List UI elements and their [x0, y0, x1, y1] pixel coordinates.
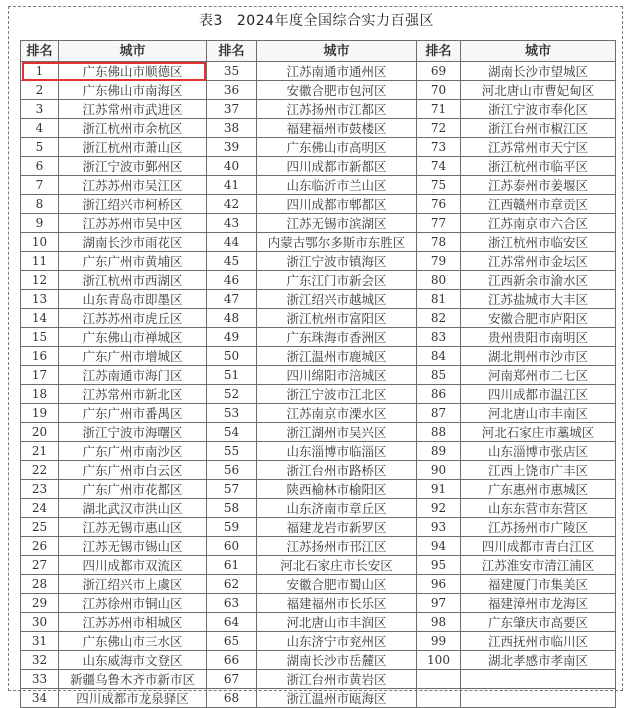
table-row: [21, 499, 616, 518]
table-row: [21, 575, 616, 594]
rank-cell: 100: [417, 651, 461, 670]
table-row: [21, 461, 616, 480]
district-cell: 浙江宁波市江北区: [257, 385, 417, 404]
rank-cell: 57: [207, 480, 257, 499]
rank-cell: 30: [21, 613, 59, 632]
rank-cell: 53: [207, 404, 257, 423]
district-cell: 浙江宁波市奉化区: [461, 100, 616, 119]
table-row: [21, 100, 616, 119]
district-cell: 广东广州市黄埔区: [59, 252, 207, 271]
rank-cell: 39: [207, 138, 257, 157]
rank-cell: 35: [207, 62, 257, 81]
rank-cell: 92: [417, 499, 461, 518]
table-row: [21, 442, 616, 461]
table-caption: [0, 10, 633, 30]
table-row: [21, 670, 616, 689]
rank-cell: 87: [417, 404, 461, 423]
district-cell: 湖南长沙市岳麓区: [257, 651, 417, 670]
rank-cell: 8: [21, 195, 59, 214]
district-cell: 新疆乌鲁木齐市新市区: [59, 670, 207, 689]
header-city: 城市: [257, 41, 417, 62]
rank-cell: 50: [207, 347, 257, 366]
district-cell: 江苏南京市六合区: [461, 214, 616, 233]
rank-cell: 99: [417, 632, 461, 651]
district-cell: 广东广州市花都区: [59, 480, 207, 499]
district-cell: 江西新余市渝水区: [461, 271, 616, 290]
district-cell: 广东佛山市南海区: [59, 81, 207, 100]
district-cell: 浙江台州市黄岩区: [257, 670, 417, 689]
rank-cell: 49: [207, 328, 257, 347]
rank-cell: 43: [207, 214, 257, 233]
district-cell: 浙江宁波市镇海区: [257, 252, 417, 271]
district-cell: 湖北荆州市沙市区: [461, 347, 616, 366]
district-cell: 浙江温州市瓯海区: [257, 689, 417, 708]
district-cell: 福建福州市长乐区: [257, 594, 417, 613]
rank-cell: 2: [21, 81, 59, 100]
district-cell: 浙江湖州市吴兴区: [257, 423, 417, 442]
district-cell: 广东佛山市禅城区: [59, 328, 207, 347]
rank-cell: 12: [21, 271, 59, 290]
district-cell: 浙江台州市椒江区: [461, 119, 616, 138]
table-row: [21, 214, 616, 233]
rank-cell: 71: [417, 100, 461, 119]
district-cell: 江苏南通市通州区: [257, 62, 417, 81]
table-row: [21, 632, 616, 651]
district-cell: 河北唐山市丰南区: [461, 404, 616, 423]
rank-cell: 96: [417, 575, 461, 594]
rank-cell: 27: [21, 556, 59, 575]
table-row: [21, 176, 616, 195]
rank-cell: 68: [207, 689, 257, 708]
table-row: [21, 271, 616, 290]
district-cell: 安徽合肥市庐阳区: [461, 309, 616, 328]
district-cell: 江苏无锡市锡山区: [59, 537, 207, 556]
rank-cell: 25: [21, 518, 59, 537]
table-row: [21, 423, 616, 442]
district-cell: 浙江杭州市临平区: [461, 157, 616, 176]
table-row: [21, 594, 616, 613]
rank-cell: 32: [21, 651, 59, 670]
rank-cell: 67: [207, 670, 257, 689]
district-cell: 湖北孝感市孝南区: [461, 651, 616, 670]
rank-cell: 45: [207, 252, 257, 271]
district-cell: [461, 689, 616, 708]
district-cell: 河北石家庄市长安区: [257, 556, 417, 575]
table-row: [21, 537, 616, 556]
table-row: [21, 119, 616, 138]
district-cell: 浙江杭州市西湖区: [59, 271, 207, 290]
district-cell: 广东江门市新会区: [257, 271, 417, 290]
district-cell: 江苏无锡市滨湖区: [257, 214, 417, 233]
district-cell: 湖南长沙市雨花区: [59, 233, 207, 252]
district-cell: 河南郑州市二七区: [461, 366, 616, 385]
table-row: [21, 328, 616, 347]
table-row: [21, 252, 616, 271]
rank-cell: 23: [21, 480, 59, 499]
district-cell: 浙江宁波市海曙区: [59, 423, 207, 442]
district-cell: 河北唐山市丰润区: [257, 613, 417, 632]
district-cell: 广东广州市南沙区: [59, 442, 207, 461]
rank-cell: 6: [21, 157, 59, 176]
district-cell: 陕西榆林市榆阳区: [257, 480, 417, 499]
rank-cell: 10: [21, 233, 59, 252]
rank-cell: 86: [417, 385, 461, 404]
rank-cell: 55: [207, 442, 257, 461]
district-cell: 安徽合肥市蜀山区: [257, 575, 417, 594]
rank-cell: 24: [21, 499, 59, 518]
district-cell: 河北石家庄市藁城区: [461, 423, 616, 442]
rank-cell: 36: [207, 81, 257, 100]
rank-cell: 88: [417, 423, 461, 442]
district-cell: 福建漳州市龙海区: [461, 594, 616, 613]
district-cell: 江苏淮安市清江浦区: [461, 556, 616, 575]
rank-cell: 73: [417, 138, 461, 157]
rank-cell: 81: [417, 290, 461, 309]
rank-cell: 44: [207, 233, 257, 252]
rank-cell: 76: [417, 195, 461, 214]
district-cell: 江苏苏州市虎丘区: [59, 309, 207, 328]
table-row: [21, 62, 616, 81]
district-cell: 福建龙岩市新罗区: [257, 518, 417, 537]
rank-cell: 63: [207, 594, 257, 613]
rank-cell: 74: [417, 157, 461, 176]
district-cell: 江苏苏州市吴江区: [59, 176, 207, 195]
district-cell: 四川绵阳市涪城区: [257, 366, 417, 385]
rank-cell: 80: [417, 271, 461, 290]
district-cell: 山东淄博市张店区: [461, 442, 616, 461]
rank-cell: 82: [417, 309, 461, 328]
table-row: [21, 385, 616, 404]
rank-cell: 61: [207, 556, 257, 575]
rank-cell: 33: [21, 670, 59, 689]
table-row: [21, 689, 616, 708]
district-cell: 浙江绍兴市上虞区: [59, 575, 207, 594]
rank-cell: 69: [417, 62, 461, 81]
rank-cell: 51: [207, 366, 257, 385]
district-cell: 广东广州市番禺区: [59, 404, 207, 423]
district-cell: 广东肇庆市高要区: [461, 613, 616, 632]
table-row: [21, 309, 616, 328]
rank-cell: 72: [417, 119, 461, 138]
district-cell: 浙江杭州市富阳区: [257, 309, 417, 328]
district-cell: 安徽合肥市包河区: [257, 81, 417, 100]
district-cell: 广东珠海市香洲区: [257, 328, 417, 347]
district-cell: 江苏常州市新北区: [59, 385, 207, 404]
table-row: [21, 347, 616, 366]
rank-cell: [417, 670, 461, 689]
rank-cell: 98: [417, 613, 461, 632]
table-row: [21, 138, 616, 157]
rank-cell: 83: [417, 328, 461, 347]
rank-cell: 17: [21, 366, 59, 385]
district-cell: 浙江杭州市临安区: [461, 233, 616, 252]
table-header-row: [21, 41, 616, 62]
rank-cell: 78: [417, 233, 461, 252]
rank-cell: 22: [21, 461, 59, 480]
header-city: 城市: [59, 41, 207, 62]
district-cell: 贵州贵阳市南明区: [461, 328, 616, 347]
district-cell: 江西上饶市广丰区: [461, 461, 616, 480]
rank-cell: 40: [207, 157, 257, 176]
rank-cell: 48: [207, 309, 257, 328]
district-cell: 江苏扬州市邗江区: [257, 537, 417, 556]
rank-cell: 46: [207, 271, 257, 290]
rank-cell: 54: [207, 423, 257, 442]
rank-cell: 52: [207, 385, 257, 404]
rank-cell: 64: [207, 613, 257, 632]
district-cell: 浙江杭州市余杭区: [59, 119, 207, 138]
rank-cell: 95: [417, 556, 461, 575]
table-row: [21, 157, 616, 176]
district-cell: 江苏扬州市广陵区: [461, 518, 616, 537]
rank-cell: 47: [207, 290, 257, 309]
district-cell: 浙江绍兴市越城区: [257, 290, 417, 309]
rank-cell: 18: [21, 385, 59, 404]
rank-cell: 21: [21, 442, 59, 461]
district-cell: 广东佛山市高明区: [257, 138, 417, 157]
header-city: 城市: [461, 41, 616, 62]
rank-cell: 77: [417, 214, 461, 233]
district-cell: 江苏常州市武进区: [59, 100, 207, 119]
district-cell: 内蒙古鄂尔多斯市东胜区: [257, 233, 417, 252]
district-cell: 湖北武汉市洪山区: [59, 499, 207, 518]
header-rank: 排名: [417, 41, 461, 62]
header-rank: 排名: [207, 41, 257, 62]
district-cell: 山东威海市文登区: [59, 651, 207, 670]
district-cell: 山东东营市东营区: [461, 499, 616, 518]
district-cell: 福建厦门市集美区: [461, 575, 616, 594]
rank-cell: 56: [207, 461, 257, 480]
district-cell: 山东临沂市兰山区: [257, 176, 417, 195]
rank-cell: 62: [207, 575, 257, 594]
district-cell: 四川成都市郫都区: [257, 195, 417, 214]
rank-cell: 66: [207, 651, 257, 670]
district-cell: 江西赣州市章贡区: [461, 195, 616, 214]
district-cell: 浙江杭州市萧山区: [59, 138, 207, 157]
district-cell: 湖南长沙市望城区: [461, 62, 616, 81]
district-cell: 广东广州市白云区: [59, 461, 207, 480]
rank-cell: 75: [417, 176, 461, 195]
district-cell: 江苏泰州市姜堰区: [461, 176, 616, 195]
rank-cell: 70: [417, 81, 461, 100]
district-cell: 山东青岛市即墨区: [59, 290, 207, 309]
rank-cell: 37: [207, 100, 257, 119]
ranking-table: [20, 40, 616, 708]
district-cell: 浙江温州市鹿城区: [257, 347, 417, 366]
district-cell: 四川成都市温江区: [461, 385, 616, 404]
table-row: [21, 651, 616, 670]
district-cell: 江苏南京市溧水区: [257, 404, 417, 423]
rank-cell: 13: [21, 290, 59, 309]
district-cell: 江苏常州市金坛区: [461, 252, 616, 271]
table-row: [21, 480, 616, 499]
district-cell: 四川成都市双流区: [59, 556, 207, 575]
rank-cell: 11: [21, 252, 59, 271]
rank-cell: 26: [21, 537, 59, 556]
district-cell: 江苏徐州市铜山区: [59, 594, 207, 613]
table-row: [21, 195, 616, 214]
rank-cell: [417, 689, 461, 708]
rank-cell: 91: [417, 480, 461, 499]
rank-cell: 28: [21, 575, 59, 594]
district-cell: 浙江台州市路桥区: [257, 461, 417, 480]
district-cell: 四川成都市青白江区: [461, 537, 616, 556]
rank-cell: 38: [207, 119, 257, 138]
caption-text: 2024年度全国综合实力百强区: [236, 13, 435, 29]
rank-cell: 79: [417, 252, 461, 271]
rank-cell: 59: [207, 518, 257, 537]
table-row: [21, 613, 616, 632]
rank-cell: 85: [417, 366, 461, 385]
rank-cell: 94: [417, 537, 461, 556]
rank-cell: 93: [417, 518, 461, 537]
rank-cell: 7: [21, 176, 59, 195]
table-row: [21, 366, 616, 385]
district-cell: 江西抚州市临川区: [461, 632, 616, 651]
rank-cell: 20: [21, 423, 59, 442]
district-cell: 福建福州市鼓楼区: [257, 119, 417, 138]
rank-cell: 90: [417, 461, 461, 480]
header-rank: 排名: [21, 41, 59, 62]
district-cell: 江苏南通市海门区: [59, 366, 207, 385]
district-cell: 广东佛山市三水区: [59, 632, 207, 651]
rank-cell: 19: [21, 404, 59, 423]
table-row: [21, 404, 616, 423]
rank-cell: 15: [21, 328, 59, 347]
table-row: [21, 290, 616, 309]
rank-cell: 5: [21, 138, 59, 157]
rank-cell: 97: [417, 594, 461, 613]
rank-cell: 84: [417, 347, 461, 366]
rank-cell: 60: [207, 537, 257, 556]
district-cell: [461, 670, 616, 689]
district-cell: 广东广州市增城区: [59, 347, 207, 366]
table-row: [21, 556, 616, 575]
rank-cell: 4: [21, 119, 59, 138]
district-cell: 江苏苏州市吴中区: [59, 214, 207, 233]
rank-cell: 3: [21, 100, 59, 119]
rank-cell: 42: [207, 195, 257, 214]
table-row: [21, 518, 616, 537]
caption-number: 表3: [198, 13, 223, 29]
district-cell: 河北唐山市曹妃甸区: [461, 81, 616, 100]
rank-cell: 29: [21, 594, 59, 613]
rank-cell: 1: [21, 62, 59, 81]
table-row: [21, 233, 616, 252]
rank-cell: 34: [21, 689, 59, 708]
rank-cell: 31: [21, 632, 59, 651]
district-cell: 山东淄博市临淄区: [257, 442, 417, 461]
district-cell: 四川成都市龙泉驿区: [59, 689, 207, 708]
district-cell: 江苏苏州市相城区: [59, 613, 207, 632]
rank-cell: 65: [207, 632, 257, 651]
rank-cell: 58: [207, 499, 257, 518]
district-cell: 江苏扬州市江都区: [257, 100, 417, 119]
district-cell: 江苏常州市天宁区: [461, 138, 616, 157]
rank-cell: 16: [21, 347, 59, 366]
district-cell: 江苏无锡市惠山区: [59, 518, 207, 537]
district-cell: 山东济宁市兖州区: [257, 632, 417, 651]
district-cell: 浙江绍兴市柯桥区: [59, 195, 207, 214]
district-cell: 山东济南市章丘区: [257, 499, 417, 518]
rank-cell: 41: [207, 176, 257, 195]
district-cell: 广东佛山市顺德区: [59, 62, 207, 81]
district-cell: 江苏盐城市大丰区: [461, 290, 616, 309]
district-cell: 浙江宁波市鄞州区: [59, 157, 207, 176]
table-row: [21, 81, 616, 100]
district-cell: 广东惠州市惠城区: [461, 480, 616, 499]
rank-cell: 14: [21, 309, 59, 328]
rank-cell: 9: [21, 214, 59, 233]
district-cell: 四川成都市新都区: [257, 157, 417, 176]
rank-cell: 89: [417, 442, 461, 461]
